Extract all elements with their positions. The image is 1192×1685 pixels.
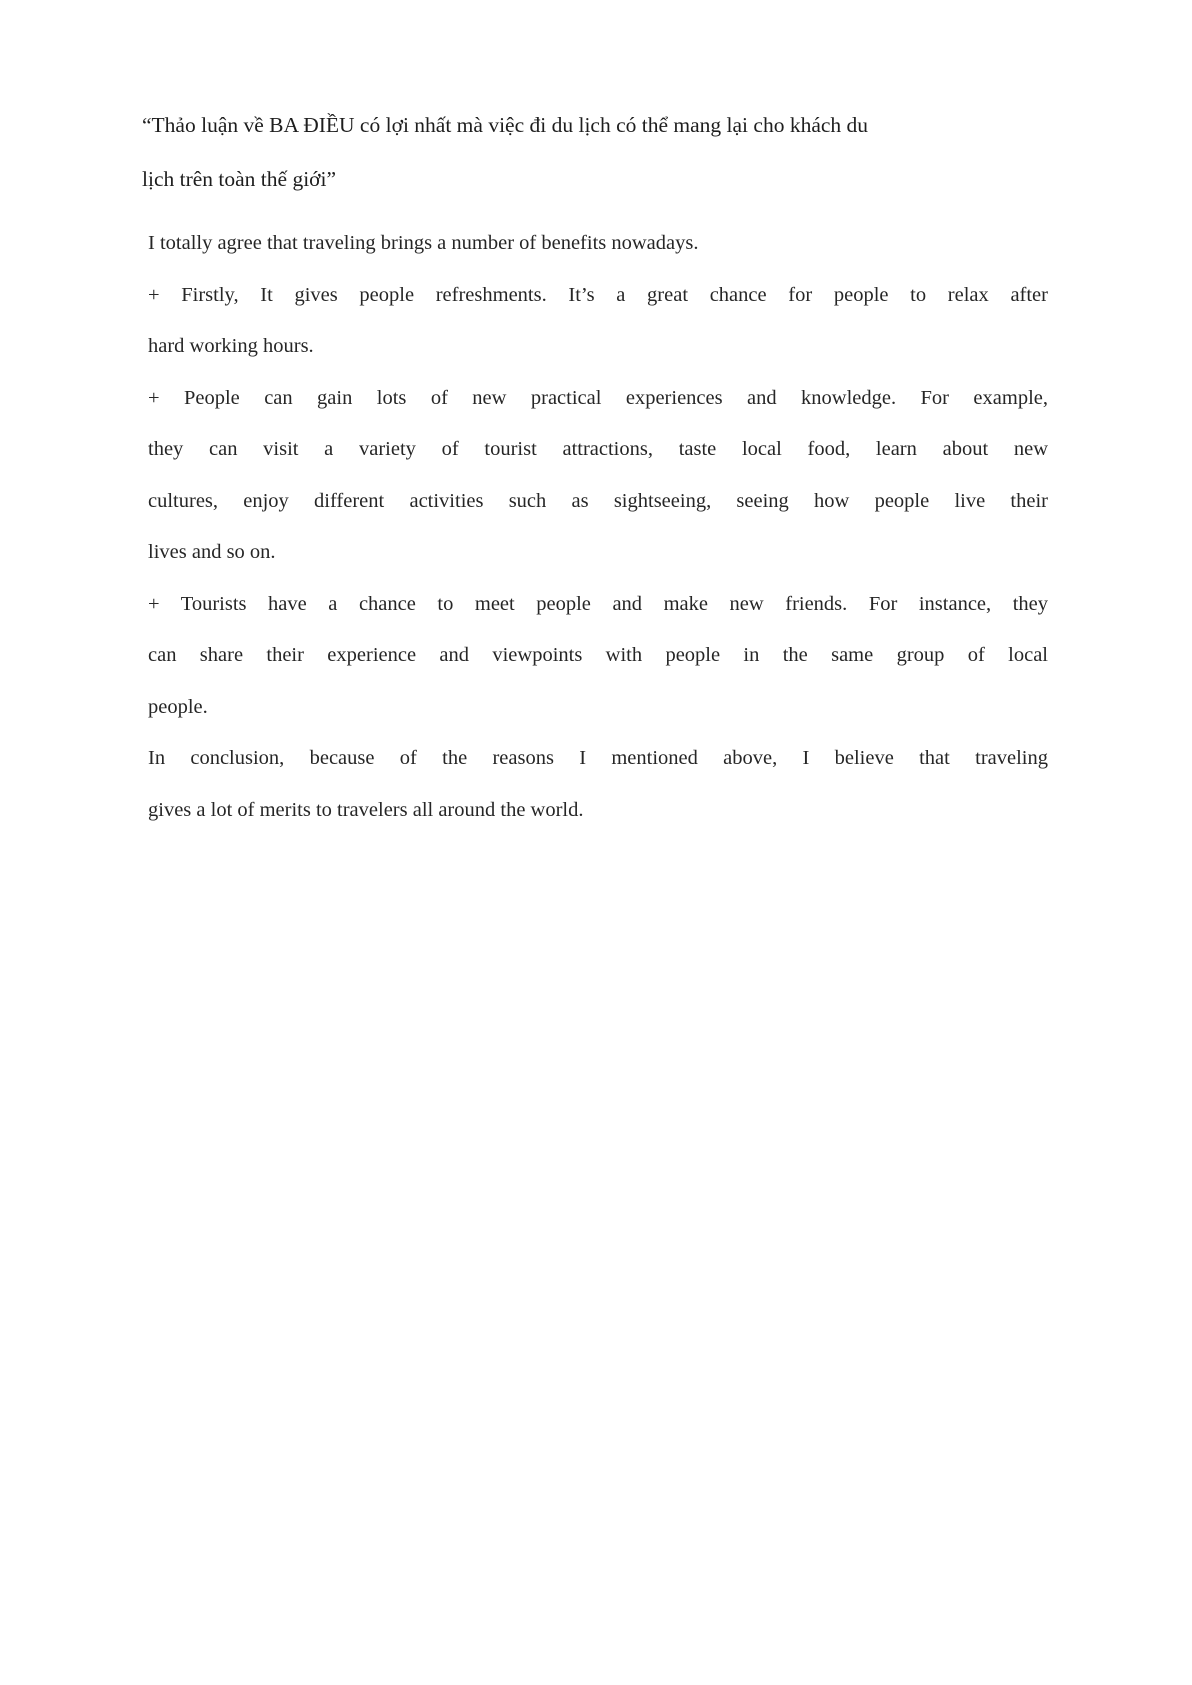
conclusion-line-2: gives a lot of merits to travelers all around the world.	[148, 798, 584, 821]
point-3-line-1: + Tourists have a chance to meet people and make new friends. For instance, they	[148, 592, 1048, 615]
essay-prompt	[142, 98, 1060, 206]
point-2-line-3: cultures, enjoy different activities such as sightseeing, seeing how people live their	[148, 489, 1048, 512]
point-2-line-2: they can visit a variety of tourist attractions, taste local food, learn about new	[148, 438, 1048, 460]
point-1-line-1: + Firstly, It gives people refreshments. It’s a great chance for people to relax after	[148, 283, 1048, 306]
point-1-line-2: hard working hours.	[148, 335, 314, 357]
point-3-line-3: people.	[148, 695, 208, 718]
prompt-line-2: lịch trên toàn thế giới”	[142, 167, 337, 191]
conclusion-line-1: In conclusion, because of the reasons I mentioned above, I believe that traveling	[148, 747, 1048, 769]
essay-intro: I totally agree that traveling brings a number of benefits nowadays.	[148, 232, 699, 254]
prompt-line-1: “Thảo luận về BA ĐIỀU có lợi nhất mà việc đi du lịch có thể mang lại cho khách du	[142, 113, 869, 137]
point-3-line-2: can share their experience and viewpoints with people in the same group of local	[148, 644, 1048, 666]
essay-body	[148, 218, 1048, 836]
point-2-line-4: lives and so on.	[148, 541, 276, 563]
point-2-line-1: + People can gain lots of new practical experiences and knowledge. For example,	[148, 386, 1048, 409]
